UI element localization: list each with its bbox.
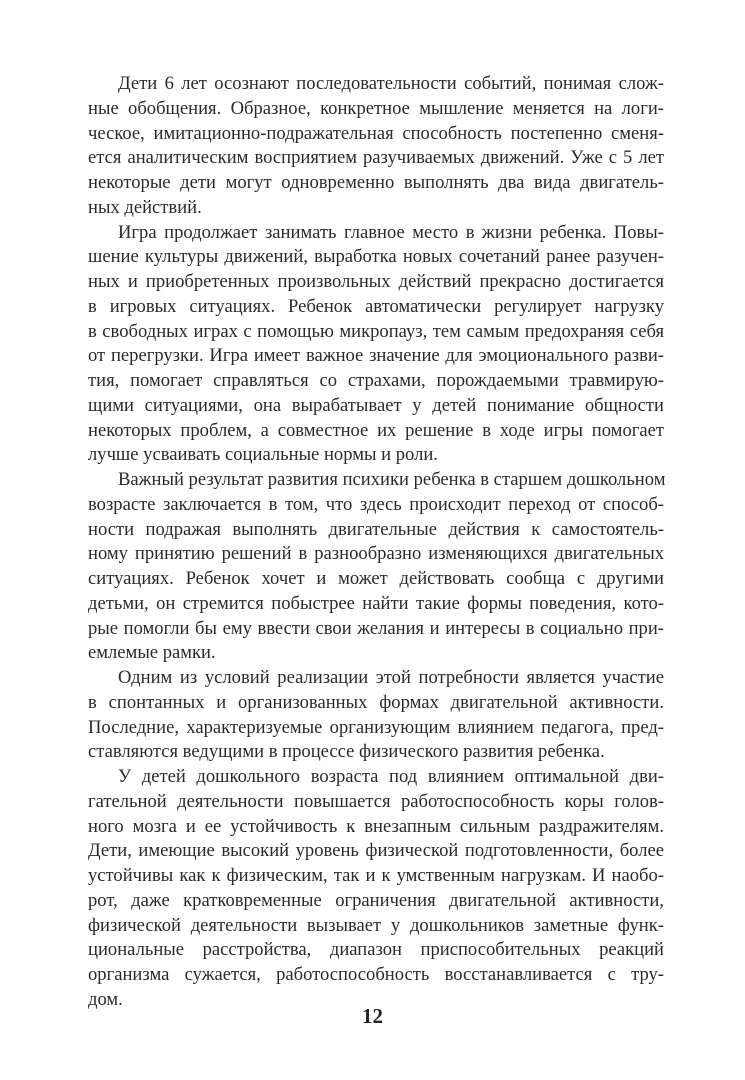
text-line: шение культуры движений, выработка новых сочетаний ранее разучен- <box>88 246 664 268</box>
text-line: в игровых ситуациях. Ребенок автоматически регулирует нагрузку <box>88 295 664 317</box>
text-line: ется аналитическим восприятием разучиваемых движений. Уже с 5 лет <box>88 147 664 169</box>
body-text <box>88 72 664 1013</box>
text-line: возрасте заключается в том, что здесь происходит переход от способ- <box>88 493 664 515</box>
text-line: Игра продолжает занимать главное место в жизни ребенка. Повы- <box>118 221 664 243</box>
text-line: физической деятельности вызывает у дошкольников заметные функ- <box>88 914 664 936</box>
text-line: У детей дошкольного возраста под влиянием оптимальной дви- <box>118 766 664 787</box>
text-line: ного мозга и ее устойчивость к внезапным сильным раздражителям. <box>88 815 664 837</box>
text-line: циональные расстройства, диапазон приспособительных реакций <box>88 939 664 961</box>
text-line: рые помогли бы ему ввести свои желания и интересы в социально при- <box>88 617 664 639</box>
text-line: Дети 6 лет осознают последовательности событий, понимая слож- <box>118 73 664 94</box>
text-line: ных действий. <box>88 196 202 218</box>
paragraph <box>88 72 664 221</box>
text-line: Важный результат развития психики ребенка в старшем дошкольном <box>118 469 666 490</box>
paragraph <box>88 221 664 469</box>
paragraph <box>88 765 664 1013</box>
text-line: дом. <box>88 988 123 1010</box>
text-line: ному принятию решений в разнообразно изменяющихся двигательных <box>88 543 664 565</box>
text-line: Одним из условий реализации этой потребности является участие <box>118 667 664 688</box>
text-line: от перегрузки. Игра имеет важное значение для эмоционального разви- <box>88 345 664 367</box>
text-line: лучше усваивать социальные нормы и роли. <box>88 444 438 466</box>
text-line: ситуациях. Ребенок хочет и может действовать сообща с другими <box>88 568 664 589</box>
paragraph <box>88 468 664 666</box>
text-line: ности подражая выполнять двигательные действия к самостоятель- <box>88 518 664 540</box>
text-line: ные обобщения. Образное, конкретное мышление меняется на логи- <box>88 97 664 119</box>
text-line: тия, помогает справляться со страхами, порождаемыми травмирую- <box>88 370 664 391</box>
page-number: 12 <box>362 1004 383 1028</box>
text-line: некоторых проблем, а совместное их решение в ходе игры помогает <box>88 419 664 441</box>
text-line: ческое, имитационно-подражательная способность постепенно сменя- <box>88 122 664 144</box>
text-line: рот, даже кратковременные ограничения двигательной активности, <box>88 889 664 911</box>
text-line: Дети, имеющие высокий уровень физической подготовленности, более <box>88 840 664 862</box>
text-line: щими ситуациями, она вырабатывает у детей понимание общности <box>88 394 664 416</box>
text-line: ставляются ведущими в процессе физического развития ребенка. <box>88 741 605 763</box>
text-line: организма сужается, работоспособность восстанавливается с тру- <box>88 964 664 985</box>
text-line: емлемые рамки. <box>88 642 216 664</box>
text-line: гательной деятельности повышается работоспособность коры голов- <box>88 790 664 812</box>
text-line: в свободных играх с помощью микропауз, тем самым предохраняя себя <box>88 320 664 342</box>
paragraph <box>88 666 664 765</box>
text-line: устойчивы как к физическим, так и к умственным нагрузкам. И наобо- <box>88 865 664 886</box>
text-line: некоторые дети могут одновременно выполнять два вида двигатель- <box>88 172 664 193</box>
text-line: ных и приобретенных произвольных действий прекрасно достигается <box>88 271 664 292</box>
text-line: Последние, характеризуемые организующим влиянием педагога, пред- <box>88 716 664 738</box>
text-line: в спонтанных и организованных формах двигательной активности. <box>88 691 664 713</box>
text-line: детьми, он стремится побыстрее найти такие формы поведения, кото- <box>88 592 664 614</box>
